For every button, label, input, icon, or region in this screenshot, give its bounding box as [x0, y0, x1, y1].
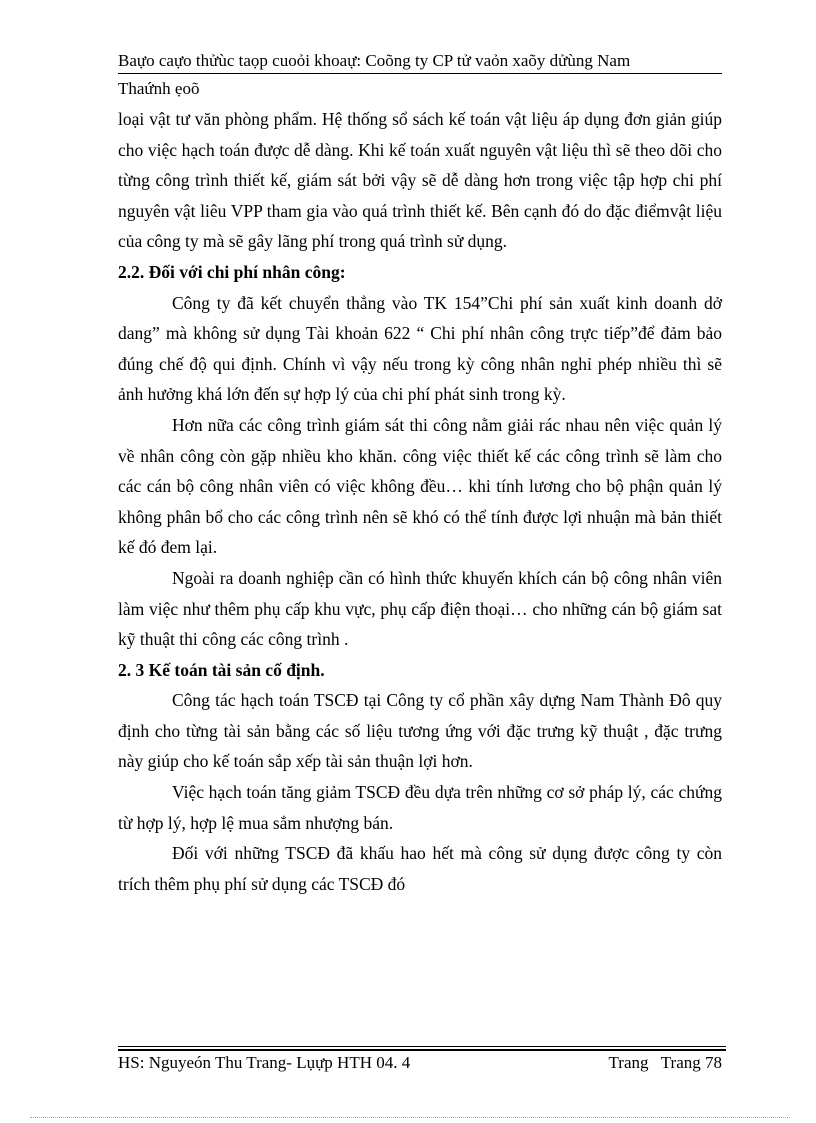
header-divider — [118, 73, 722, 74]
section-heading: 2.2. Đối với chi phí nhân công: — [118, 261, 346, 282]
paragraph: Công ty đã kết chuyển thẳng vào TK 154”Chi phí sản xuất kinh doanh dở dang” mà không sử dụng Tài khoản 622 “ Chi phí nhân công trực tiếp”để đảm bảo đúng chế độ qui định. Chính vì vậy nếu trong kỳ công nhân nghỉ phép nhiều thì sẽ ảnh hưởng khá lớn đến sự hợp lý của chi phí phát sinh trong kỳ. — [118, 292, 722, 405]
page-header — [118, 50, 722, 72]
page-footer — [118, 1052, 722, 1074]
footer-page-label: Trang — [608, 1053, 649, 1072]
paragraph: Việc hạch toán tăng giảm TSCĐ đều dựa trên những cơ sở pháp lý, các chứng từ hợp lý, hợp lệ mua sắm nhượng bán. — [118, 782, 722, 833]
paragraph: loại vật tư văn phòng phẩm. Hệ thống sổ sách kế toán vật liệu áp dụng đơn giản giúp cho việc hạch toán được dễ dàng. Khi kế toán xuất nguyên vật liệu thì sẽ theo dõi cho từng công trình thiết kế, giám sát bởi vậy sẽ dễ dàng hơn trong việc tập hợp chi phí nguyên vật liêu VPP tham gia vào quá trình thiết kế. Bên cạnh đó do đặc điểmvật liệu của công ty mà sẽ gây lãng phí trong quá trình sử dụng. — [118, 109, 722, 252]
header-title-continued: Thaứnh ẹoõ — [118, 79, 200, 98]
footer-student: HS: Nguyeón Thu Trang- Lụựp HTH 04. 4 — [118, 1053, 411, 1072]
page-bottom-border — [30, 1117, 790, 1118]
paragraph: Đối với những TSCĐ đã khấu hao hết mà công sử dụng được công ty còn trích thêm phụ phí sử dụng các TSCĐ đó — [118, 843, 722, 894]
section-heading: 2. 3 Kế toán tài sản cố định. — [118, 659, 325, 680]
footer-divider-thick — [118, 1049, 726, 1051]
footer-page-number — [601, 1052, 723, 1074]
paragraph: Hơn nữa các công trình giám sát thi công nằm giải rác nhau nên việc quản lý về nhân công còn gặp nhiều kho khăn. công việc thiết kế các công trình sẽ làm cho các cán bộ công nhân viên có việc không đều… khi tính lương cho bộ phận quản lý không phân bổ cho các công trình nên sẽ khó có thể tính được lợi nhuận mà bản thiết kế đó đem lại. — [118, 414, 722, 558]
document-body — [118, 104, 722, 899]
paragraph: Ngoài ra doanh nghiệp cần có hình thức khuyến khích cán bộ công nhân viên làm việc như thêm phụ cấp khu vực, phụ cấp điện thoại… cho những cán bộ giám sat kỹ thuật thi công các công trình . — [118, 567, 722, 650]
paragraph: Công tác hạch toán TSCĐ tại Công ty cổ phần xây dựng Nam Thành Đô quy định cho từng tài sản bằng các số liệu tương ứng với đặc trưng kỹ thuật , đặc trưng này giúp cho kế toán sắp xếp tài sản thuận lợi hơn. — [118, 690, 722, 772]
footer-divider — [118, 1046, 726, 1047]
footer-page-value: Trang 78 — [660, 1053, 722, 1072]
header-title: Baựo caựo thửùc taọp cuoỏi khoaự: Coõng ty CP tử vaỏn xaõy dửùng Nam — [118, 51, 631, 70]
